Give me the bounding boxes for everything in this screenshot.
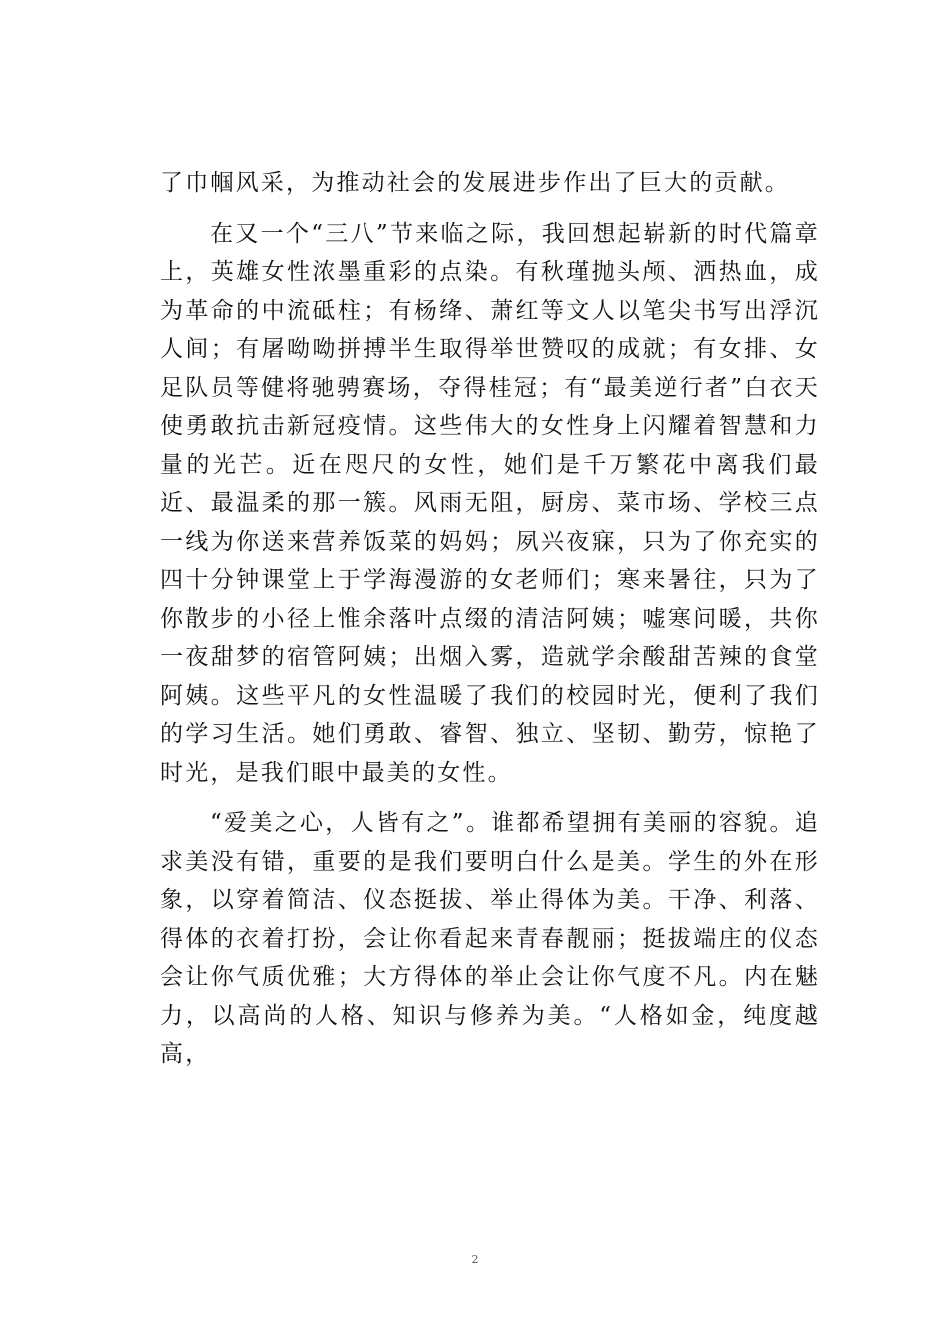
body-text (160, 164, 820, 1074)
paragraph-womens-day: 在又一个“三八”节来临之际，我回想起崭新的时代篇章上，英雄女性浓墨重彩的点染。有秋瑾抛头颅、洒热血，成为革命的中流砥柱；有杨绛、萧红等文人以笔尖书写出浮沉人间；有屠呦呦拼搏半生取得举世赞叹的成就；有女排、女足队员等健将驰骋赛场，夺得桂冠；有“最美逆行者”白衣天使勇敢抗击新冠疫情。这些伟大的女性身上闪耀着智慧和力量的光芒。近在咫尺的女性，她们是千万繁花中离我们最近、最温柔的那一簇。风雨无阻，厨房、菜市场、学校三点一线为你送来营养饭菜的妈妈；夙兴夜寐，只为了你充实的四十分钟课堂上于学海漫游的女老师们；寒来暑往，只为了你散步的小径上惟余落叶点缀的清洁阿姨；嘘寒问暖，共你一夜甜梦的宿管阿姨；出烟入雾，造就学余酸甜苦辣的食堂阿姨。这些平凡的女性温暖了我们的校园时光，便利了我们的学习生活。她们勇敢、睿智、独立、坚韧、勤劳，惊艳了时光，是我们眼中最美的女性。 (160, 220, 820, 786)
page-number: 2 (471, 1253, 479, 1266)
paragraph-continuation: 了巾帼风采，为推动社会的发展进步作出了巨大的贡献。 (160, 170, 790, 196)
paragraph-beauty: “爱美之心，人皆有之”。谁都希望拥有美丽的容貌。追求美没有错，重要的是我们要明白什么是美。学生的外在形象，以穿着简洁、仪态挺拔、举止得体为美。干净、利落、得体的衣着打扮，会让你看起来青春靓丽；挺拔端庄的仪态会让你气质优雅；大方得体的举止会让你气度不凡。内在魅力，以高尚的人格、知识与修养为美。“人格如金，纯度越高， (160, 810, 820, 1067)
